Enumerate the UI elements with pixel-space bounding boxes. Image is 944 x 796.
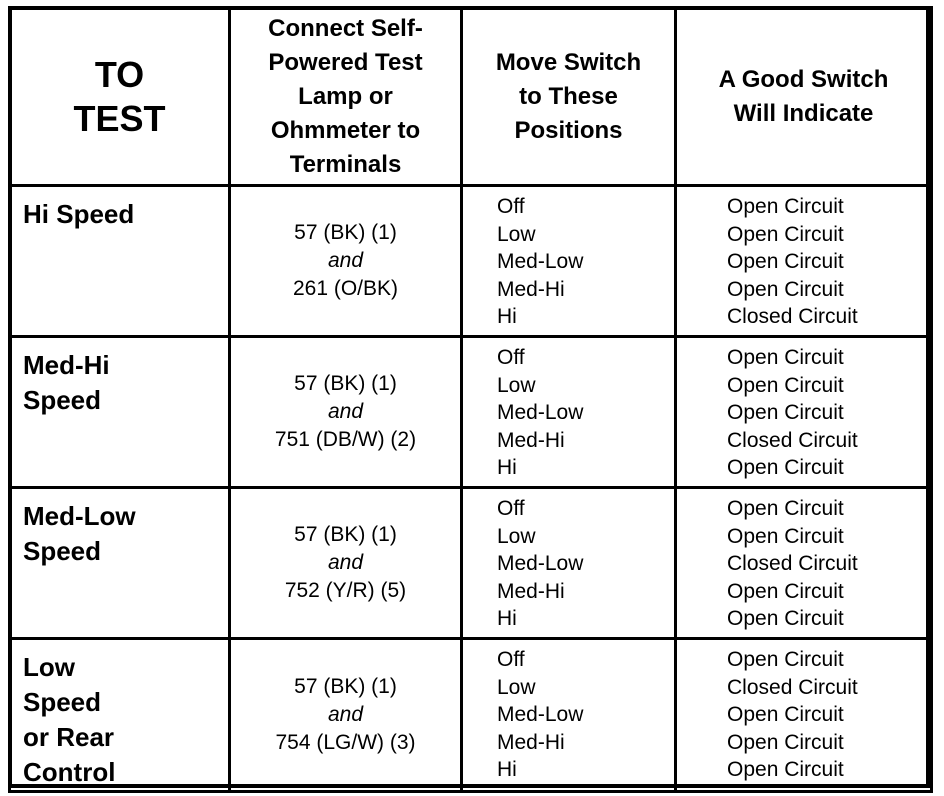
header-line: Lamp or bbox=[298, 82, 393, 110]
indication-item: Open Circuit bbox=[727, 277, 844, 301]
indication-item: Closed Circuit bbox=[727, 428, 858, 452]
test-label-line: Hi Speed bbox=[23, 199, 135, 229]
test-label-line: Med-Hi bbox=[23, 350, 110, 380]
header-line: Move Switch bbox=[495, 48, 642, 76]
position-item: Med-Hi bbox=[497, 730, 565, 754]
indication-item: Open Circuit bbox=[727, 456, 844, 480]
terminal-a: 57 (BK) (1) bbox=[294, 675, 397, 698]
indication-item: Closed Circuit bbox=[727, 305, 858, 329]
indication-item: Open Circuit bbox=[727, 222, 844, 246]
position-item: Med-Low bbox=[497, 250, 584, 274]
indication-item: Open Circuit bbox=[727, 730, 844, 754]
position-item: Low bbox=[497, 524, 536, 548]
terminal-b: 751 (DB/W) (2) bbox=[274, 428, 417, 451]
test-label-line: Speed bbox=[23, 536, 102, 566]
header-line: TO bbox=[94, 54, 145, 96]
position-item: Med-Low bbox=[497, 703, 584, 727]
terminal-b: 754 (LG/W) (3) bbox=[275, 731, 416, 754]
header-line: Terminals bbox=[289, 150, 402, 178]
header-line: Powered Test bbox=[268, 48, 423, 76]
test-label-line: or Rear bbox=[23, 722, 115, 752]
indication-item: Closed Circuit bbox=[727, 552, 858, 576]
position-item: Hi bbox=[497, 456, 517, 480]
position-item: Off bbox=[497, 195, 525, 218]
indication-item: Open Circuit bbox=[727, 524, 844, 548]
indication-item: Open Circuit bbox=[727, 607, 844, 631]
connector-and: and bbox=[327, 249, 364, 272]
position-item: Hi bbox=[497, 758, 517, 782]
connector-and: and bbox=[327, 400, 364, 423]
header-line: to These bbox=[519, 82, 618, 110]
connector-and: and bbox=[327, 703, 364, 726]
test-label-line: Low bbox=[23, 652, 75, 682]
position-item: Low bbox=[497, 373, 536, 397]
header-line: TEST bbox=[73, 97, 166, 139]
connector-and: and bbox=[327, 551, 364, 574]
position-item: Low bbox=[497, 675, 536, 699]
header-line: A Good Switch bbox=[718, 65, 889, 93]
position-item: Hi bbox=[497, 607, 517, 631]
indication-item: Open Circuit bbox=[727, 703, 844, 727]
position-item: Med-Hi bbox=[497, 428, 565, 452]
position-item: Off bbox=[497, 497, 525, 520]
position-item: Low bbox=[497, 222, 536, 246]
indication-item: Open Circuit bbox=[727, 648, 844, 671]
position-item: Med-Low bbox=[497, 401, 584, 425]
test-label-line: Speed bbox=[23, 385, 102, 415]
header-line: Connect Self- bbox=[268, 14, 423, 42]
indication-item: Open Circuit bbox=[727, 758, 844, 782]
indication-item: Open Circuit bbox=[727, 401, 844, 425]
position-item: Off bbox=[497, 346, 525, 369]
header-line: Ohmmeter to bbox=[270, 116, 421, 144]
test-label-line: Speed bbox=[23, 687, 102, 717]
header-line: Positions bbox=[514, 116, 623, 144]
outer-border bbox=[8, 6, 930, 788]
header-line: Will Indicate bbox=[733, 99, 874, 127]
indication-item: Open Circuit bbox=[727, 373, 844, 397]
test-label-line: Med-Low bbox=[23, 501, 136, 531]
terminal-a: 57 (BK) (1) bbox=[294, 372, 397, 395]
indication-item: Open Circuit bbox=[727, 579, 844, 603]
position-item: Med-Low bbox=[497, 552, 584, 576]
indication-item: Open Circuit bbox=[727, 346, 844, 369]
test-label-line: Control bbox=[23, 757, 116, 787]
terminal-a: 57 (BK) (1) bbox=[294, 221, 397, 244]
indication-item: Open Circuit bbox=[727, 195, 844, 218]
indication-item: Closed Circuit bbox=[727, 675, 858, 699]
position-item: Med-Hi bbox=[497, 277, 565, 301]
position-item: Off bbox=[497, 648, 525, 671]
indication-item: Open Circuit bbox=[727, 250, 844, 274]
position-item: Med-Hi bbox=[497, 579, 565, 603]
terminal-b: 261 (O/BK) bbox=[292, 277, 399, 300]
terminal-b: 752 (Y/R) (5) bbox=[284, 579, 407, 602]
terminal-a: 57 (BK) (1) bbox=[294, 523, 397, 546]
indication-item: Open Circuit bbox=[727, 497, 844, 520]
position-item: Hi bbox=[497, 305, 517, 329]
